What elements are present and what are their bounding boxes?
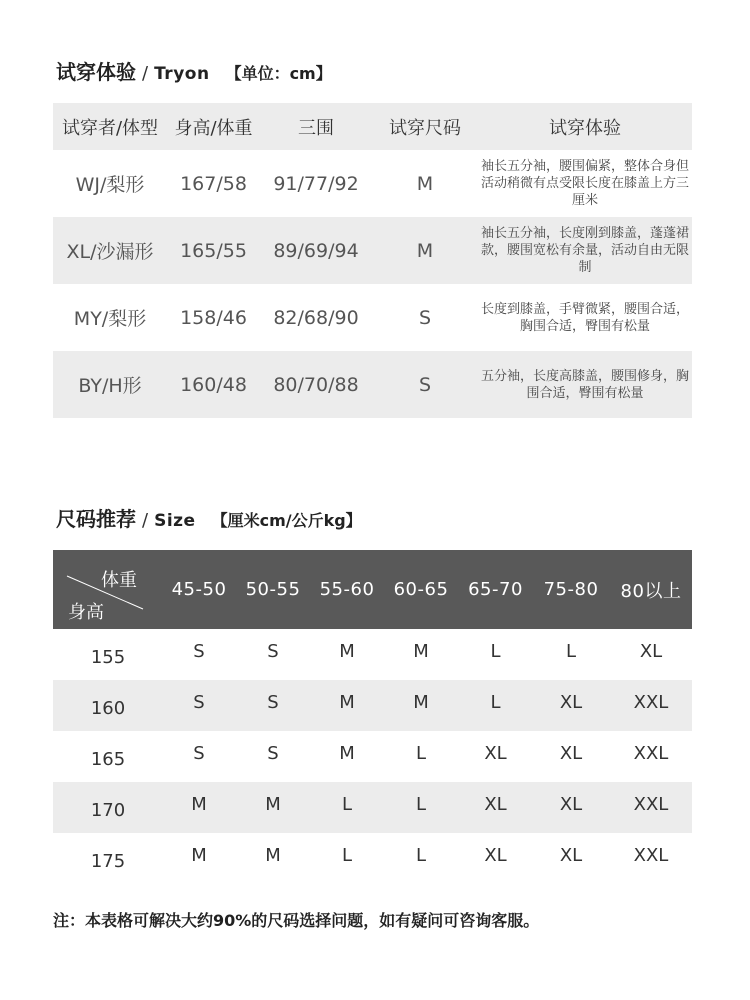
weight-header: 80以上 — [620, 580, 682, 602]
size-cell: L — [490, 641, 501, 662]
tryon-feedback: 袖长五分袖，长度刚到膝盖，蓬蓬裙款，腰围宽松有余量，活动自由无限制 — [480, 226, 689, 275]
size-cell: XXL — [633, 794, 669, 815]
size-table — [53, 550, 692, 884]
size-title: 尺码推荐 — [56, 507, 136, 531]
size-cell: S — [267, 692, 279, 713]
tryon-measurements: 89/69/94 — [273, 239, 359, 262]
size-cell: M — [265, 794, 281, 815]
table-row — [53, 217, 692, 284]
size-cell: XL — [484, 845, 507, 866]
tryon-size: S — [418, 306, 432, 329]
size-cell: M — [339, 641, 355, 662]
tryon-table-header — [53, 103, 692, 150]
tryon-feedback: 长度到膝盖，手臂微紧，腰围合适，胸围合适，臀围有松量 — [480, 301, 689, 334]
tryon-table — [53, 103, 692, 418]
tryon-feedback: 五分袖，长度高膝盖，腰围修身，胸围合适，臀围有松量 — [480, 368, 689, 401]
height-cell: 155 — [90, 647, 126, 668]
tryon-person: XL/沙漏形 — [66, 241, 154, 263]
table-row — [53, 731, 692, 782]
tryon-unit: 【单位：cm】 — [225, 64, 332, 83]
size-cell: L — [415, 845, 427, 866]
size-cell: S — [193, 692, 205, 713]
size-cell: S — [193, 743, 205, 764]
tryon-person: BY/H形 — [78, 375, 142, 397]
height-cell: 170 — [90, 800, 126, 821]
size-cell: L — [415, 794, 427, 815]
tryon-height-weight: 165/55 — [180, 239, 247, 262]
height-cell: 175 — [90, 851, 126, 872]
size-cell: M — [265, 845, 281, 866]
weight-header: 55-60 — [319, 579, 375, 600]
size-table-corner — [53, 550, 163, 629]
tryon-measurements: 82/68/90 — [273, 306, 359, 329]
table-row — [53, 680, 692, 731]
tryon-section-title — [56, 56, 332, 86]
size-cell: M — [339, 692, 355, 713]
height-cell: 165 — [90, 749, 126, 770]
tryon-height-weight: 160/48 — [180, 373, 247, 396]
size-cell: XL — [559, 794, 583, 815]
table-row — [53, 351, 692, 418]
size-cell: XL — [559, 845, 583, 866]
corner-weight-label: 体重 — [101, 570, 137, 591]
size-cell: XL — [484, 743, 507, 764]
table-row — [53, 150, 692, 217]
tryon-person: MY/梨形 — [73, 308, 147, 330]
weight-header: 60-65 — [393, 579, 449, 600]
size-section-title — [56, 503, 362, 533]
size-cell: L — [565, 641, 577, 662]
size-cell: XL — [639, 641, 663, 662]
size-cell: M — [191, 794, 207, 815]
size-title-separator: / — [142, 510, 149, 531]
size-cell: L — [490, 692, 501, 713]
tryon-size: M — [416, 172, 434, 195]
tryon-header-person: 试穿者/体型 — [61, 117, 159, 139]
tryon-header-height-weight: 身高/体重 — [174, 117, 253, 139]
size-cell: XL — [559, 743, 583, 764]
size-cell: L — [415, 743, 427, 764]
size-cell: L — [341, 794, 353, 815]
tryon-title: 试穿体验 — [56, 60, 136, 84]
weight-header: 75-80 — [543, 579, 599, 600]
size-cell: XXL — [633, 692, 669, 713]
tryon-height-weight: 158/46 — [180, 306, 247, 329]
footnote: 注：本表格可解决大约90%的尺码选择问题，如有疑问可咨询客服。 — [53, 911, 540, 930]
size-cell: XXL — [633, 845, 669, 866]
size-cell: M — [413, 692, 429, 713]
tryon-title-separator: / — [142, 63, 149, 84]
tryon-feedback: 袖长五分袖，腰围偏紧，整体合身但活动稍微有点受限长度在膝盖上方三厘米 — [480, 159, 689, 208]
size-cell: S — [193, 641, 205, 662]
size-title-en: Size — [154, 511, 196, 531]
weight-header: 65-70 — [468, 579, 523, 600]
corner-height-label: 身高 — [68, 602, 104, 623]
size-unit: 【厘米cm/公斤kg】 — [211, 511, 362, 530]
tryon-header-size: 试穿尺码 — [389, 117, 461, 139]
size-table-header — [53, 550, 692, 629]
size-cell: XL — [559, 692, 583, 713]
tryon-size: S — [418, 373, 432, 396]
table-row — [53, 833, 692, 884]
size-cell: M — [339, 743, 355, 764]
tryon-header-measurements: 三围 — [298, 117, 334, 139]
size-cell: M — [191, 845, 207, 866]
tryon-measurements: 91/77/92 — [273, 172, 359, 195]
size-cell: M — [413, 641, 429, 662]
size-cell: L — [341, 845, 353, 866]
table-row — [53, 284, 692, 351]
tryon-title-en: Tryon — [154, 64, 210, 84]
weight-header: 45-50 — [171, 579, 227, 600]
tryon-person: WJ/梨形 — [75, 174, 145, 196]
table-row — [53, 629, 692, 680]
size-cell: XXL — [633, 743, 669, 764]
tryon-measurements: 80/70/88 — [273, 373, 359, 396]
height-cell: 160 — [90, 698, 126, 719]
tryon-size: M — [416, 239, 434, 262]
size-cell: S — [267, 743, 279, 764]
size-cell: S — [267, 641, 279, 662]
size-cell: XL — [484, 794, 507, 815]
weight-header: 50-55 — [245, 579, 301, 600]
tryon-header-feedback: 试穿体验 — [549, 117, 621, 139]
table-row — [53, 782, 692, 833]
tryon-height-weight: 167/58 — [180, 172, 247, 195]
